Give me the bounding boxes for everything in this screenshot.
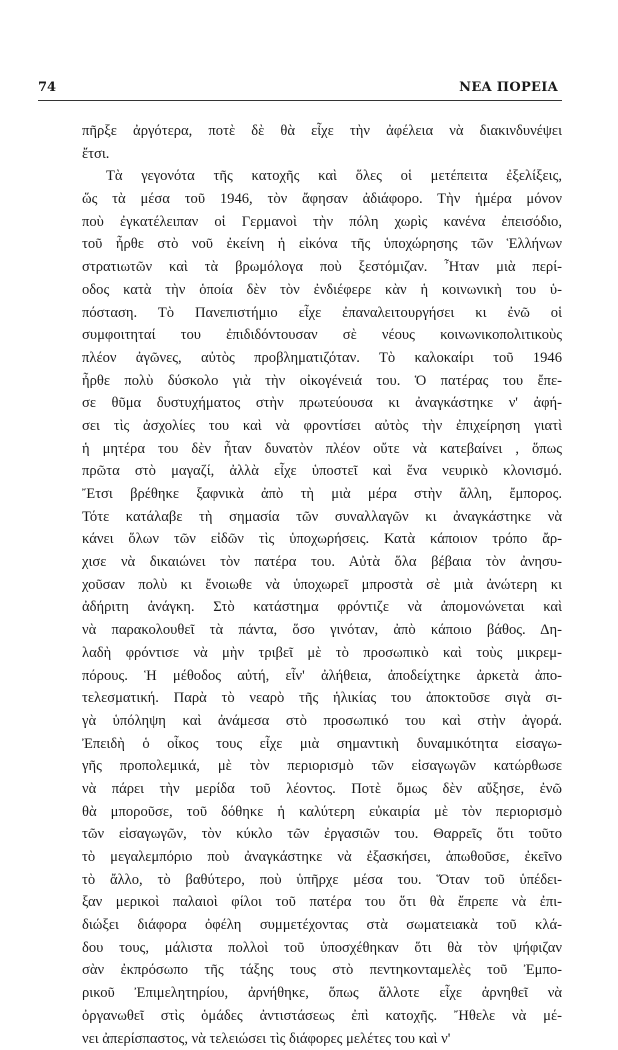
- text-line: νει ἀπερίσπαστος, νὰ τελειώσει τὶς διάφορες μελέτες του καὶ ν': [82, 1028, 562, 1050]
- text-line: πόσταση. Τὸ Πανεπιστήμιο εἶχε ἐπαναλειτουργήσει κι ἐνῶ οἱ: [82, 302, 562, 325]
- text-line: τῶν εἰσαγωγῶν, τὸν κύκλο τῶν ἐργασιῶν του. Θαρρεῖς ὅτι τοῦτο: [82, 823, 562, 846]
- text-line: νὰ πάρει τὴν μερίδα τοῦ λέοντος. Ποτὲ ὅμως δὲν αὔξησε, ἐνῶ: [82, 778, 562, 801]
- text-line: θὰ μποροῦσε, τοῦ δόθηκε ἡ καλύτερη εὐκαιρία μὲ τὸν περιορισμὸ: [82, 801, 562, 824]
- running-head: ΝΕΑ ΠΟΡΕΙΑ: [459, 80, 558, 95]
- text-line: στρατιωτῶν καὶ τὰ βρωμόλογα ποὺ ξεστόμιζαν. Ἦταν μιὰ περί-: [82, 256, 562, 279]
- text-line: Τὰ γεγονότα τῆς κατοχῆς καὶ ὅλες οἱ μετέπειτα ἐξελίξεις,: [82, 165, 562, 188]
- text-line: Ἔτσι βρέθηκε ξαφνικὰ ἀπὸ τὴ μιὰ μέρα στὴν ἄλλη, ἔμπορος.: [82, 483, 562, 506]
- text-line: τὸ ἄλλο, τὸ βαθύτερο, ποὺ ὑπῆρχε μέσα του. Ὅταν τοῦ ὑπέδει-: [82, 869, 562, 892]
- text-line: οδος κατὰ τὴν ὁποία δὲν τὸν ἐνδιέφερε κὰν ἡ κοινωνικὴ του ὑ-: [82, 279, 562, 302]
- text-line: σε θῦμα δυστυχήματος στὴν πρωτεύουσα κι ἀναγκάστηκε ν' ἀφή-: [82, 392, 562, 415]
- text-line: γῆς προπολεμικά, μὲ τὸν περιορισμὸ τῶν εἰσαγωγῶν κατώρθωσε: [82, 755, 562, 778]
- text-line: πλέον ἀγῶνες, αὐτὸς προβληματιζόταν. Τὸ καλοκαίρι τοῦ 1946: [82, 347, 562, 370]
- text-line: διώξει διάφορα ὀφέλη συμμετέχοντας στὰ σωματειακὰ τοῦ κλά-: [82, 914, 562, 937]
- text-line: τελεσματική. Παρὰ τὸ νεαρὸ τῆς ἡλικίας του ἀποκτοῦσε σιγὰ σι-: [82, 687, 562, 710]
- text-line: συμφοιτηταί του ἐπιδιδόντουσαν σὲ νέους κοινωνικοπολιτικοὺς: [82, 324, 562, 347]
- text-line: τὸ μεγαλεμπόριο ποὺ ἀναγκάστηκε νὰ ἐξασκήσει, ἀπωθοῦσε, ἐκεῖνο: [82, 846, 562, 869]
- text-line: ὥς τὰ μέσα τοῦ 1946, τὸν ἄφησαν ἀδιάφορο. Τὴν ἡμέρα μόνον: [82, 188, 562, 211]
- text-line: ὀργανωθεῖ στὶς ὁμάδες ἀντιστάσεως ἐπὶ κατοχῆς. Ἤθελε νὰ μέ-: [82, 1005, 562, 1028]
- text-line: ἦρθε πολὺ δύσκολο γιὰ τὴν οἰκογένειά του. Ὁ πατέρας του ἔπε-: [82, 370, 562, 393]
- text-line: κάνει ὅλων τῶν εἰδῶν τὶς ὑποχωρήσεις. Κατὰ κάποιον τρόπο ἄρ-: [82, 528, 562, 551]
- text-line: πρῶτα στὸ μαγαζί, ἀλλὰ εἶχε ὑποστεῖ καὶ ἕνα νευρικὸ κλονισμό.: [82, 460, 562, 483]
- text-line: ποὺ ἐγκατέλειπαν οἱ Γερμανοὶ τὴν πόλη χωρὶς κανένα ἐπεισόδιο,: [82, 211, 562, 234]
- text-line: Ἐπειδὴ ὁ οἶκος τους εἶχε μιὰ σημαντικὴ δυναμικότητα εἰσαγω-: [82, 733, 562, 756]
- text-line: ἔτσι.: [82, 143, 562, 166]
- text-line: ἀδήριτη ἀνάγκη. Στὸ κατάστημα φρόντιζε νὰ ἀπομονώνεται καὶ: [82, 596, 562, 619]
- text-line: νὰ παρακολουθεῖ τὰ πάντα, ὅσο γινόταν, ἀπὸ κάποιο βάθος. Δη-: [82, 619, 562, 642]
- text-line: ἡ μητέρα του δὲν ἦταν δυνατὸν πλέον οὔτε νὰ κατεβαίνει , ὅπως: [82, 438, 562, 461]
- text-line: ξαν μερικοὶ παλαιοὶ φίλοι τοῦ πατέρα του ὅτι θὰ ἔπρεπε νὰ ἐπι-: [82, 891, 562, 914]
- text-line: πῆρξε ἀργότερα, ποτὲ δὲ θὰ εἶχε τὴν ἀφέλεια νὰ διακινδυνέψει: [82, 120, 562, 143]
- header-rule: [38, 100, 562, 101]
- text-line: Τότε κατάλαβε τὴ σημασία τῶν συναλλαγῶν κι ἀναγκάστηκε νὰ: [82, 506, 562, 529]
- text-line: πόρους. Ἡ μέθοδος αὐτή, εἶν' ἀλήθεια, ἀποδείχτηκε ἀρκετὰ ἀπο-: [82, 665, 562, 688]
- text-line: σὰν ἐκπρόσωπο τῆς τάξης τους στὸ πεντηκονταμελὲς τοῦ Ἐμπο-: [82, 959, 562, 982]
- text-line: δου τους, μάλιστα πολλοὶ τοῦ ὑποσχέθηκαν ὅτι θὰ τὸν ψήφιζαν: [82, 937, 562, 960]
- body-text: [82, 120, 562, 1050]
- text-line: ρικοῦ Ἐπιμελητηρίου, ἀρνήθηκε, ὅπως ἄλλοτε εἶχε ἀρνηθεῖ νὰ: [82, 982, 562, 1005]
- text-line: γὰ ὑπόληψη καὶ ἀνάμεσα στὸ προσωπικό του καὶ στὴν ἀγορά.: [82, 710, 562, 733]
- text-line: τοῦ ἦρθε στὸ νοῦ ἐκείνη ἡ εἰκόνα τῆς ὑποχώρησης τῶν Ἑλλήνων: [82, 233, 562, 256]
- text-line: λαδὴ φρόντισε νὰ μὴν τριβεῖ μὲ τὸ προσωπικὸ καὶ τοὺς μικρεμ-: [82, 642, 562, 665]
- page-number: 74: [38, 80, 56, 95]
- text-line: χοῦσαν πολὺ κι ἔνοιωθε νὰ ὑποχωρεῖ μπροστὰ σὲ μιὰ ἀνώτερη κι: [82, 574, 562, 597]
- text-line: σει τὶς ἀσχολίες του καὶ νὰ φροντίσει αὐτὸς τὴν ἐπιχείρηση γιατὶ: [82, 415, 562, 438]
- text-line: χισε νὰ δικαιώνει τὸν πατέρα του. Αὐτὰ ὅλα βέβαια τὸν ἀνησυ-: [82, 551, 562, 574]
